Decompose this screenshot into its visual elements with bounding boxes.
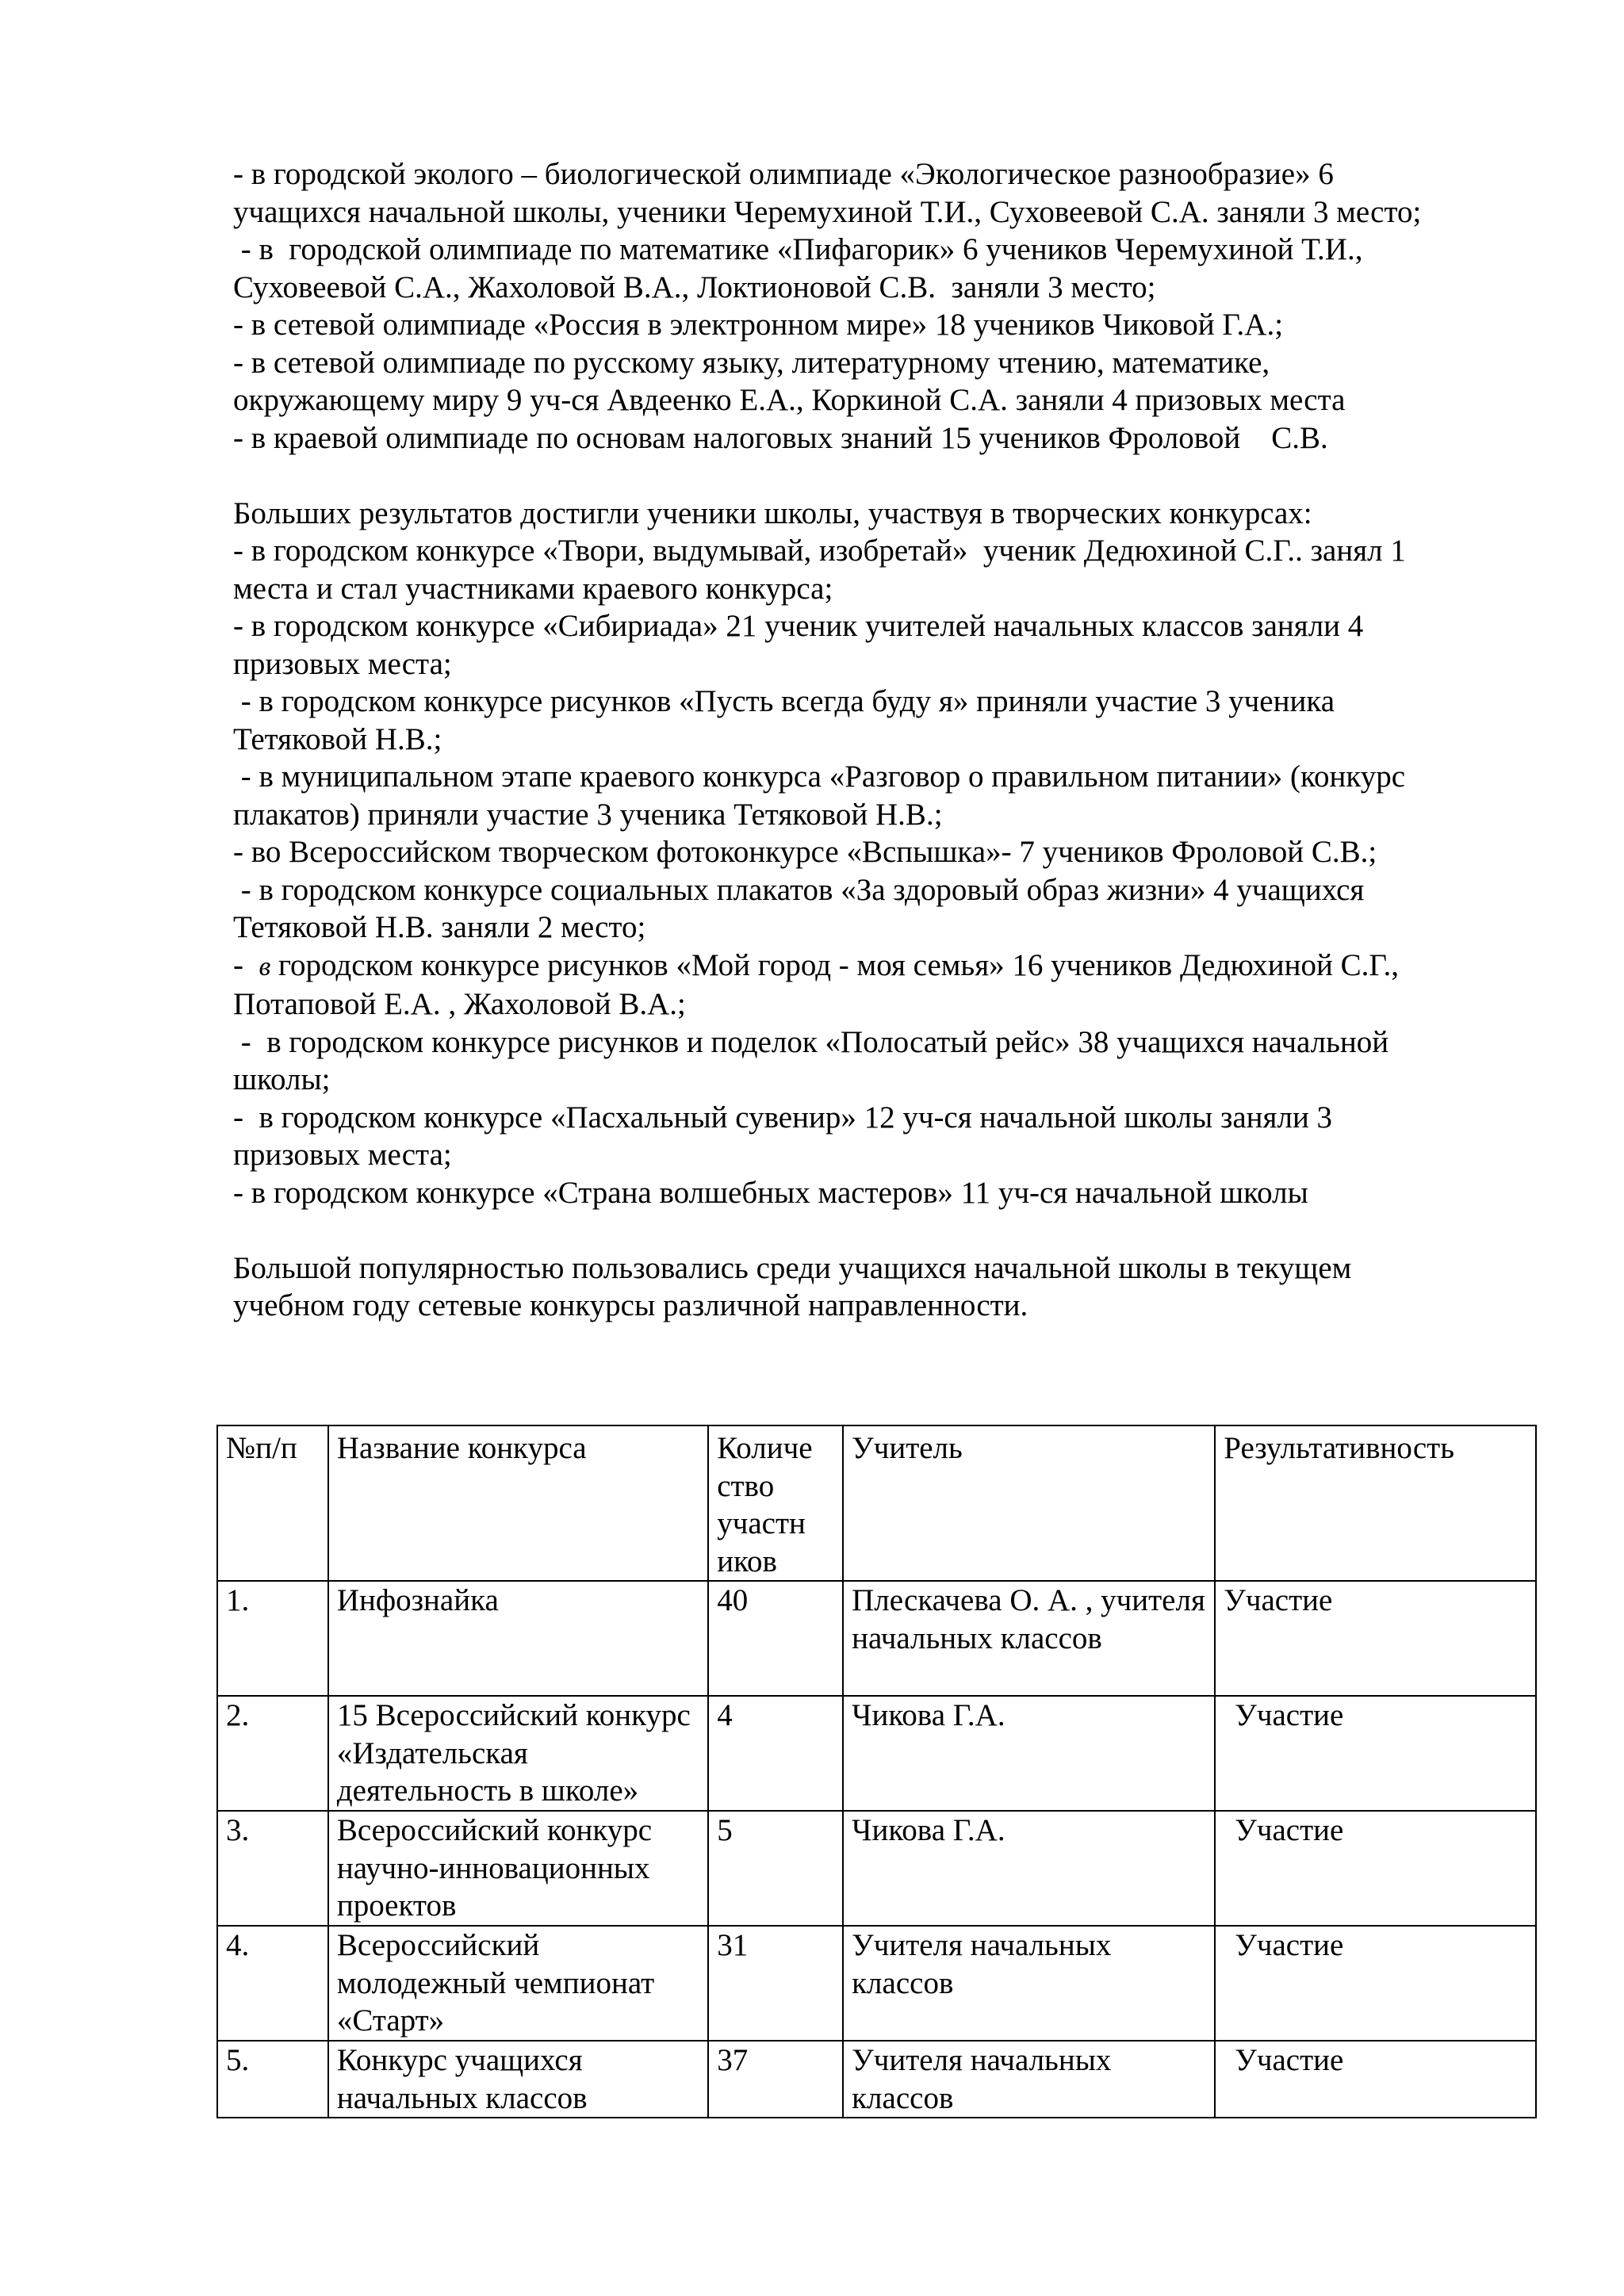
cell-count: 4 <box>708 1696 843 1811</box>
line-prefix: - <box>233 947 259 982</box>
text-line <box>233 947 1549 986</box>
text-line: - в городском конкурсе «Пасхальный сувенир» 12 уч-ся начальной школы заняли 3 <box>233 1100 1333 1135</box>
cell-count: 31 <box>708 1926 843 2041</box>
text-line: - в городской эколого – биологической олимпиаде «Экологическое разнообразие» 6 <box>233 157 1334 191</box>
cell-num: 1. <box>217 1581 328 1696</box>
cell-result: Участие <box>1215 1926 1536 2041</box>
text-line: Тетяковой Н.В.; <box>233 721 442 756</box>
cell-name: Всероссийский молодежный чемпионат «Старт» <box>328 1926 708 2041</box>
text-line: школы; <box>233 1062 331 1096</box>
cell-num: 2. <box>217 1696 328 1811</box>
text-line: учебном году сетевые конкурсы различной направленности. <box>233 1288 1028 1322</box>
text-line: Потаповой Е.А. , Жахоловой В.А.; <box>233 987 686 1021</box>
table-row <box>217 1581 1536 1696</box>
cell-teacher: Учителя начальных классов <box>843 2041 1215 2118</box>
text-line: Тетяковой Н.В. заняли 2 место; <box>233 910 646 944</box>
cell-teacher: Чикова Г.А. <box>843 1811 1215 1926</box>
cell-result: Участие <box>1215 2041 1536 2118</box>
contests-table <box>216 1425 1537 2118</box>
text-line: учащихся начальной школы, ученики Черемухиной Т.И., Суховеевой С.А. заняли 3 место; <box>233 194 1422 229</box>
cell-result: Участие <box>1215 1696 1536 1811</box>
text-line: - в городском конкурсе «Твори, выдумывай, изобретай» ученик Дедюхиной С.Г.. занял 1 <box>233 534 1406 568</box>
header-result: Результативность <box>1215 1425 1536 1581</box>
table-row <box>217 1926 1536 2041</box>
cell-count: 5 <box>708 1811 843 1926</box>
text-line: - в городском конкурсе «Страна волшебных мастеров» 11 уч-ся начальной школы <box>233 1175 1308 1210</box>
text-line: - в сетевой олимпиаде по русскому языку, литературному чтению, математике, <box>233 345 1270 380</box>
cell-count: 37 <box>708 2041 843 2118</box>
text-line: - в городской олимпиаде по математике «Пифагорик» 6 учеников Черемухиной Т.И., <box>233 232 1363 266</box>
text-line: - в городском конкурсе «Сибириада» 21 ученик учителей начальных классов заняли 4 <box>233 609 1364 643</box>
report-text <box>233 155 1549 1325</box>
text-line: Больших результатов достигли ученики школы, участвуя в творческих конкурсах: <box>233 496 1312 530</box>
text-line: Большой популярностью пользовались среди учащихся начальной школы в текущем <box>233 1250 1352 1285</box>
header-name: Название конкурса <box>328 1425 708 1581</box>
table-row <box>217 1696 1536 1811</box>
table-row <box>217 2041 1536 2118</box>
text-line: - в городском конкурсе рисунков и поделок «Полосатый рейс» 38 учащихся начальной <box>233 1024 1389 1059</box>
text-line: - в краевой олимпиаде по основам налоговых знаний 15 учеников Фроловой С.В. <box>233 420 1328 455</box>
cell-count: 40 <box>708 1581 843 1696</box>
header-count: Количе ство участн иков <box>708 1425 843 1581</box>
text-line: Суховеевой С.А., Жахоловой В.А., Локтионовой С.В. заняли 3 место; <box>233 270 1156 304</box>
header-num: №п/п <box>217 1425 328 1581</box>
cell-teacher: Чикова Г.А. <box>843 1696 1215 1811</box>
text-line: призовых места; <box>233 1138 452 1172</box>
olympiad-paragraph <box>233 155 1549 457</box>
contests-paragraph <box>233 495 1549 1212</box>
cell-name: Конкурс учащихся начальных классов <box>328 2041 708 2118</box>
cell-name: Инфознайка <box>328 1581 708 1696</box>
cell-name: 15 Всероссийский конкурс «Издательская деятельность в школе» <box>328 1696 708 1811</box>
cell-teacher: Учителя начальных классов <box>843 1926 1215 2041</box>
line-rest: городском конкурсе рисунков «Мой город - моя семья» 16 учеников Дедюхиной С.Г., <box>270 947 1400 982</box>
cell-result: Участие <box>1215 1581 1536 1696</box>
cell-result: Участие <box>1215 1811 1536 1926</box>
cell-teacher: Плескачева О. А. , учителя начальных классов <box>843 1581 1215 1696</box>
cell-num: 3. <box>217 1811 328 1926</box>
italic-word: в <box>259 951 271 982</box>
table-row <box>217 1811 1536 1926</box>
text-line: места и стал участниками краевого конкурса; <box>233 571 833 606</box>
text-line: окружающему миру 9 уч-ся Авдеенко Е.А., Коркиной С.А. заняли 4 призовых места <box>233 383 1346 417</box>
network-paragraph <box>233 1249 1549 1325</box>
cell-num: 5. <box>217 2041 328 2118</box>
text-line: плакатов) приняли участие 3 ученика Тетяковой Н.В.; <box>233 797 943 832</box>
table-header-row <box>217 1425 1536 1581</box>
text-line: - в муниципальном этапе краевого конкурса «Разговор о правильном питании» (конкурс <box>233 760 1406 794</box>
text-line: - в городском конкурсе социальных плакатов «За здоровый образ жизни» 4 учащихся <box>233 872 1365 907</box>
text-line: призовых места; <box>233 646 452 681</box>
text-line: - во Всероссийском творческом фотоконкурсе «Вспышка»- 7 учеников Фроловой С.В.; <box>233 835 1377 869</box>
cell-num: 4. <box>217 1926 328 2041</box>
text-line: - в городском конкурсе рисунков «Пусть всегда буду я» приняли участие 3 ученика <box>233 684 1335 718</box>
header-teacher: Учитель <box>843 1425 1215 1581</box>
cell-name: Всероссийский конкурс научно-инновационных проектов <box>328 1811 708 1926</box>
text-line: - в сетевой олимпиаде «Россия в электронном мире» 18 учеников Чиковой Г.А.; <box>233 308 1284 342</box>
